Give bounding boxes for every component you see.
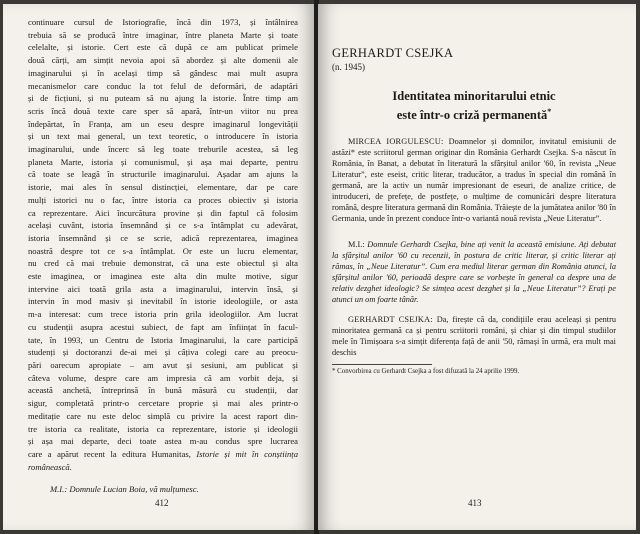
answer-text: Da, firește că da, condițiile erau aceleași și pentru minoritatea germană ca și pentru scriitorii români, și chiar și din timpul studiilor mele în Timișoara s-a simțit diferența față de anii '50, rămași în urmă, era mult mai deschis	[332, 314, 617, 357]
author-years: (n. 1945)	[332, 62, 365, 72]
left-text-line: intervine aici toată grila asta a imaginarului, intervin însă, și	[28, 283, 298, 294]
left-text-line: planeta Marte, istoria și comunismul, și așa mai departe, pentru	[28, 156, 298, 167]
left-text-line: nu cred că mai trebuie demonstrat, că una este obiectul și alta	[28, 258, 298, 269]
left-text-line: tre istoria ca realitate, istoria ca reprezentare, istorie și ideologii	[28, 423, 298, 434]
author-name: GERHARDT CSEJKA	[332, 46, 454, 60]
left-text-line: noastră despre tot ce s-a întâmplat. Or este un lucru elementar,	[28, 245, 298, 256]
intro-paragraph	[332, 137, 616, 224]
question-speaker: M.I.:	[348, 240, 365, 250]
left-text-line: studenți și doctoranzi de-ai mei și câțiva colegi care au preocu-	[28, 347, 298, 358]
left-text-line: același cuvânt, istoria însemnând și ce s-a întâmplat cu adevărat,	[28, 220, 298, 231]
left-text-line: istorie, mai ales în sensul distincției, elementare, dar pe care	[28, 182, 298, 193]
footnote-rule	[332, 364, 432, 365]
left-text-line: sigur, completată printr-o cercetare proprie și mai ales printr-o	[28, 398, 298, 409]
question-text: Domnule Gerhardt Csejka, bine ați venit la această emisiune. Ați debutat la sfârșitul anilor '60 cu recenzii, în postura de critic literar, și critic literar ați rămas, în „Neue Literatur”. Cum era mediul literar german din România atunci, la sfârșitul anilor '60, perioadă despre care se vorbește în general ca despre una de relativ dezghet ideologic? Se simțea acest dezghet și la „Neue Literatur”? Erați pe atunci un om foarte tânăr.	[332, 240, 617, 304]
footnote: * Convorbirea cu Gerhardt Csejka a fost difuzată la 24 aprilie 1999.	[332, 368, 520, 376]
left-text-line: această anchetă, întreprinsă în bună măsură cu studenții, dar	[28, 385, 298, 396]
intro-text: Doamnelor și domnilor, invitatul emisiunii de astăzi* este scriitorul german originar din România Gerhardt Csejka. S-a născut în România, în Banat, a debutat în literatură la sfârșitul anilor '60, în revista „Neue Literatur”, este eseist, critic literar, traducător, a tradus în special din română în germană, are la activ un număr impresionant de eseuri, de analize critice, de introduceri, de prefețe, de postfețe, o mulțime de comunicări despre literatura română, despre literatura germană din România. Trăiește de la jumătatea anilor '80 în Germania, unde în prezent conduce într-o variantă nouă revista „Neue Literatur”.	[332, 137, 617, 223]
left-paragraph	[28, 16, 298, 448]
left-text-line: și un text mai general, un text teoretic, o introducere în istoria	[28, 131, 298, 142]
chapter-title-line2	[332, 104, 616, 123]
answer-paragraph	[332, 315, 616, 359]
chapter-title	[332, 88, 616, 123]
chapter-title-line2-text: este într-o criză permanentă	[396, 108, 548, 123]
left-text-line: pări oarecum apropiate – am avut și sesiuni, am publicat și	[28, 359, 298, 370]
right-page	[318, 4, 636, 530]
left-text-line: scris încă două texte care sper să apară, într-un viitor nu prea	[28, 105, 298, 116]
chapter-title-line1: Identitatea minoritarului etnic	[392, 89, 556, 103]
interview-body	[332, 137, 616, 358]
left-text-line: câteva volume, despre care am impresia că am vorbit deja, și	[28, 372, 298, 383]
left-page-number: 412	[155, 498, 169, 508]
left-text-line: celelalte, și istorie. Cert este că după ce am publicat primele	[28, 42, 298, 53]
left-text-line: două cărți, am simțit nevoia apoi să abordez și alte domenii ale	[28, 55, 298, 66]
left-text-line: și așa mai departe, deci toate astea m-au condus spre lucrarea	[28, 436, 298, 447]
left-last-line	[28, 448, 298, 473]
left-signoff: M.I.: Domnule Lucian Boia, vă mulțumesc.	[50, 484, 199, 495]
left-text-line: mulți istorici nu o fac, între istoria ca proces obiectiv și istoria	[28, 194, 298, 205]
left-page-text	[28, 16, 298, 496]
left-text-line: îndepărtat, în Franța, am un eseu despre imaginarul longevității	[28, 118, 298, 129]
left-text-line: care a apărut recent la editura Humanitas,	[28, 448, 191, 459]
left-text-line: este imaginea, or imaginea este alta din multe motive, sigur	[28, 271, 298, 282]
answer-speaker: GERHARDT CSEJKA:	[348, 314, 433, 324]
left-text-line: și de ficțiuni, și nu puteam să nu ajung la istorie. Între timp am	[28, 93, 298, 104]
left-text-line: istoria însemnând și ce se scrie, adică reprezentarea, imaginea	[28, 232, 298, 243]
right-page-number: 413	[468, 498, 482, 508]
left-text-line: ca reprezentare. Aici încurcătura provine și din faptul că folosim	[28, 207, 298, 218]
left-text-line: intervin în mod masiv și inevitabil în istorie ideologiile, or asta	[28, 296, 298, 307]
left-text-line: mecanismelor care conduc la tot felul de deformări, de adaptări	[28, 80, 298, 91]
book-title: Istorie și mit în conștiința românească.	[28, 448, 298, 472]
left-text-line: continuare cursul de Istoriografie, încă din 1973, și întâlnirea	[28, 17, 298, 27]
right-page-text	[332, 46, 616, 376]
left-page	[3, 4, 315, 530]
left-text-line: imaginarului, unde încerc să leg toate treburile acestea, să leg	[28, 144, 298, 155]
left-text-line: cu studenții asupra acestui subiect, de fapt am înființat în facul-	[28, 321, 298, 332]
left-text-line: trebuia să se producă între imaginar, între planeta Marte și toate	[28, 29, 298, 40]
title-footnote-mark: *	[547, 107, 552, 116]
question-paragraph	[332, 240, 616, 305]
left-text-line: meditație care nu este deloc simplă cu privire la acest raport din-	[28, 410, 298, 421]
left-text-line: că toate se leagă în structurile imaginarului. Așadar am ajuns la	[28, 169, 298, 180]
left-text-line: tate, în 1993, un Centru de Istoria Imaginarului, la care participă	[28, 334, 298, 345]
intro-speaker: MIRCEA IORGULESCU:	[348, 137, 444, 147]
left-text-line: m-a interesat: cum trece istoria prin grila ideologiilor. Am lucrat	[28, 309, 298, 320]
left-text-line: imaginarului și în același timp să gândesc mai mult asupra	[28, 67, 298, 78]
